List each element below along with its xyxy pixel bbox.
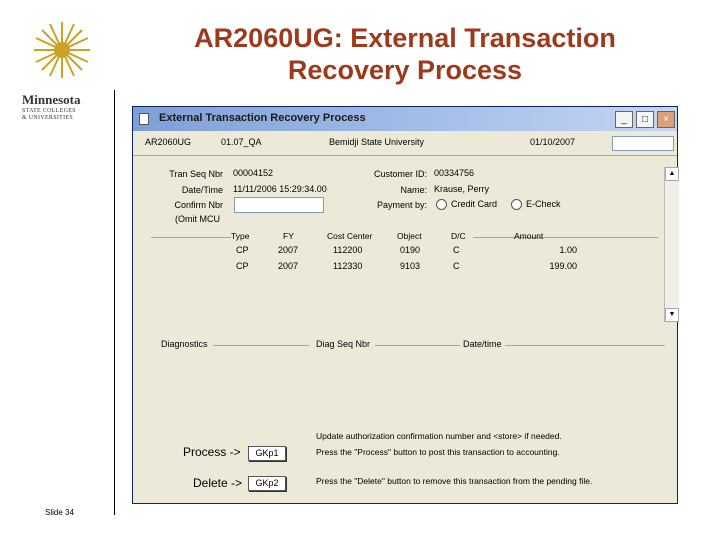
slide-divider (114, 90, 115, 515)
transaction-scrollbar[interactable] (664, 167, 679, 322)
datetime-label: Date/Time (181, 185, 223, 195)
tran-seq-label: Tran Seq Nbr (169, 169, 223, 179)
scroll-down-icon[interactable]: ▼ (665, 308, 679, 322)
row1-cost-center: 112200 (333, 245, 363, 255)
row2-cost-center: 112330 (333, 261, 363, 271)
window-title: External Transaction Recovery Process (159, 112, 366, 124)
process-button[interactable]: GKp1 (248, 446, 286, 461)
app-window (132, 106, 678, 504)
diag-seq-label: Diag Seq Nbr (316, 339, 371, 349)
grid-rule-left (151, 237, 231, 238)
diag-rule-2 (375, 345, 460, 346)
col-cost-center: Cost Center (327, 231, 373, 241)
name-value: Krause, Perry (434, 184, 490, 194)
diag-rule-1 (213, 345, 309, 346)
name-label: Name: (400, 185, 427, 195)
header-field[interactable] (612, 136, 674, 151)
customer-id-value: 00334756 (434, 168, 475, 178)
update-note: Update authorization confirmation number and <store> if needed. (316, 431, 562, 441)
datetime-value: 11/11/2006 15:29:34.00 (233, 184, 327, 194)
confirm-label: Confirm Nbr (174, 200, 223, 210)
grid-rule-right (473, 237, 658, 238)
sunburst-logo-icon (32, 20, 92, 80)
radio-icon[interactable] (511, 199, 522, 210)
header-date: 01/10/2007 (530, 137, 576, 147)
radio-icon[interactable] (436, 199, 447, 210)
row2-type: CP (236, 261, 249, 271)
col-dc: D/C (451, 231, 466, 241)
document-icon (139, 113, 149, 125)
process-label: Process -> (183, 445, 241, 459)
echeck-label: E-Check (526, 199, 561, 209)
confirm-number-input[interactable] (234, 197, 324, 213)
delete-label: Delete -> (193, 476, 243, 490)
form-version: 01.07_QA (221, 137, 262, 147)
form-id: AR2060UG (145, 137, 192, 147)
payment-label: Payment by: (376, 200, 427, 210)
row1-fy: 2007 (278, 245, 299, 255)
slide-title: AR2060UG: External Transaction Recovery Process (194, 23, 616, 85)
close-button[interactable]: × (657, 111, 675, 128)
window-titlebar[interactable] (133, 107, 677, 131)
diag-datetime-label: Date/time (463, 339, 502, 349)
col-amount: Amount (514, 231, 544, 241)
payment-echeck-radio[interactable] (511, 199, 561, 210)
tran-seq-value: 00004152 (233, 168, 274, 178)
scroll-up-icon[interactable]: ▲ (665, 167, 679, 181)
col-object: Object (397, 231, 422, 241)
logo-sub1: STATE COLLEGES (22, 108, 76, 114)
row1-amount: 1.00 (559, 245, 577, 255)
minimize-button[interactable]: _ (615, 111, 633, 128)
logo-sub2: & UNIVERSITIES (22, 115, 74, 121)
row2-amount: 199.00 (549, 261, 577, 271)
row1-dc: C (453, 245, 460, 255)
customer-id-label: Customer ID: (373, 169, 427, 179)
header-separator (133, 155, 677, 156)
delete-help: Press the "Delete" button to remove this transaction from the pending file. (316, 476, 593, 486)
process-help: Press the "Process" button to post this transaction to accounting. (316, 447, 560, 457)
row2-dc: C (453, 261, 460, 271)
omit-label: (Omit MCU (175, 214, 220, 224)
col-type: Type (231, 231, 250, 241)
row2-object: 9103 (400, 261, 421, 271)
logo-name: Minnesota (22, 92, 81, 107)
col-fy: FY (283, 231, 294, 241)
slide-number: Slide 34 (45, 508, 74, 517)
payment-credit-card-radio[interactable] (436, 199, 497, 210)
credit-card-label: Credit Card (451, 199, 498, 209)
diagnostics-label: Diagnostics (161, 339, 208, 349)
row1-object: 0190 (400, 245, 421, 255)
row2-fy: 2007 (278, 261, 299, 271)
delete-button[interactable]: GKp2 (248, 476, 286, 491)
maximize-button[interactable]: □ (636, 111, 654, 128)
diag-rule-3 (505, 345, 665, 346)
institution-name: Bemidji State University (329, 137, 425, 147)
row1-type: CP (236, 245, 249, 255)
